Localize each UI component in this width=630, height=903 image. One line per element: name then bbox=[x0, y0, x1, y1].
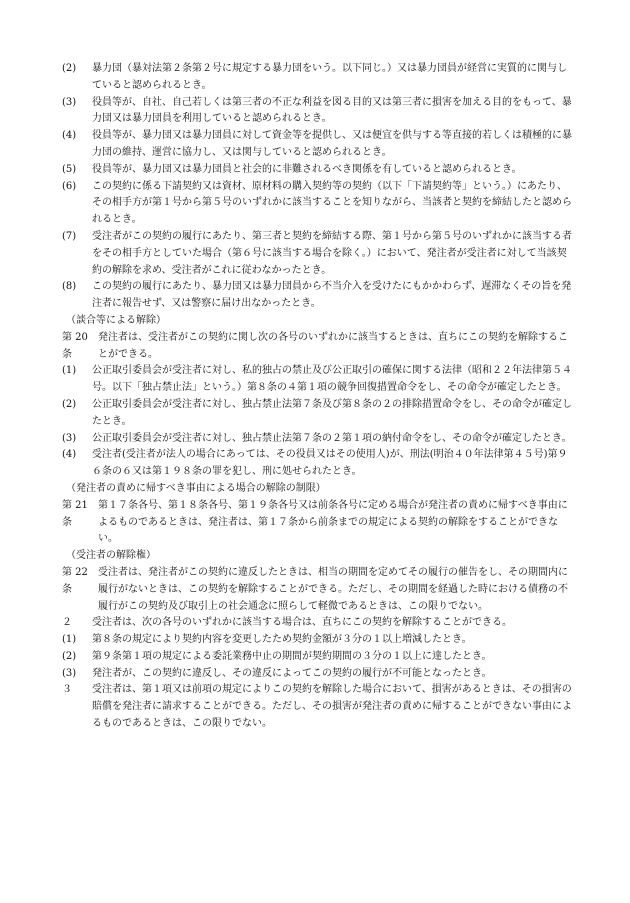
item-text: 発注者が、この契約に違反し、その違反によってこの契約の履行が不可能となったとき。 bbox=[92, 667, 492, 679]
item-number: (2) bbox=[62, 63, 77, 74]
item-text: 公正取引委員会が受注者に対し、独占禁止法第７条及び第８条の２の排除措置命令をし、その命令が確定したとき。 bbox=[92, 398, 572, 427]
item-number: (6) bbox=[62, 180, 77, 192]
item-text: 第９条第１項の規定による委託業務中止の期間が契約期間の３分の１以上に達したとき。 bbox=[92, 650, 492, 662]
list-item bbox=[62, 447, 572, 481]
item-number: (1) bbox=[62, 634, 77, 646]
item-text: 第８条の規定により契約内容を変更したため契約金額が３分の１以上増減したとき。 bbox=[92, 634, 472, 646]
list-item bbox=[62, 363, 572, 397]
item-text: この契約の履行にあたり、暴力団又は暴力団員から不当介入を受けたにもかかわらず、遅滞なくその旨を発注者に報告せず、又は警察に届け出なかったとき。 bbox=[92, 281, 572, 310]
section-heading: （受注者の解除権） bbox=[66, 550, 156, 562]
section-heading: （発注者の責めに帰すべき事由による場合の解除の制限） bbox=[66, 482, 326, 494]
document-page bbox=[62, 61, 572, 733]
list-item bbox=[62, 632, 572, 649]
paragraph-text: 受注者は、第１項又は前項の規定によりこの契約を解除した場合において、損害があるときは、その損害の賠償を発注者に請求することができる。ただし、その損害が発注者の責めに帰することができない事由によるものであるときは、この限りでない。 bbox=[92, 684, 572, 730]
item-text: 役員等が、暴力団又は暴力団員に対して資金等を提供し、又は便宜を供与する等直接的若しくは積極的に暴力団の維持、運営に協力し、又は関与していると認められるとき。 bbox=[92, 130, 572, 158]
article-number: 第 21 条 bbox=[62, 499, 88, 528]
item-text: 暴力団（暴対法第２条第２号に規定する暴力団をいう。以下同じ。）又は暴力団員が経営に実質的に関与していると認められるとき。 bbox=[92, 63, 567, 91]
list-item bbox=[62, 279, 572, 313]
item-text: 公正取引委員会が受注者に対し、独占禁止法第７条の２第１項の納付命令をし、その命令が確定したとき。 bbox=[92, 432, 572, 444]
list-item bbox=[62, 162, 572, 179]
item-text: 役員等が、暴力団又は暴力団員と社会的に非難されるべき関係を有していると認められるとき。 bbox=[92, 163, 522, 175]
list-item bbox=[62, 666, 572, 683]
item-number: (4) bbox=[62, 130, 77, 142]
paragraph-2 bbox=[62, 615, 572, 632]
list-item bbox=[62, 229, 572, 279]
list-item bbox=[62, 649, 572, 666]
article-20 bbox=[62, 330, 572, 364]
paragraph-3 bbox=[62, 682, 572, 732]
item-text: 受注者(受注者が法人の場合にあっては、その役員又はその使用人)が、刑法(明治４０年法律第４５号)第９６条の６又は第１９８条の罪を犯し、刑に処せられたとき。 bbox=[92, 449, 568, 478]
item-text: この契約に係る下請契約又は資材、原材料の購入契約等の契約（以下「下請契約等」という。）にあたり、その相手方が第１号から第５号のいずれかに該当することを知りながら、当該者と契約を締結したと認められるとき。 bbox=[92, 180, 572, 226]
list-item bbox=[62, 95, 572, 129]
item-number: (3) bbox=[62, 432, 77, 444]
article-text: 第１７条各号、第１８条各号、第１９条各号又は前条各号に定める場合が発注者の責めに帰すべき事由によるものであるときは、発注者は、第１７条から前条までの規定による契約の解除をすることができない。 bbox=[98, 499, 568, 545]
paragraph-number: ３ bbox=[62, 684, 72, 696]
article-21 bbox=[62, 498, 572, 548]
list-item bbox=[62, 61, 572, 95]
item-text: 公正取引委員会が受注者に対し、私的独占の禁止及び公正取引の確保に関する法律（昭和２２年法律第５４号。以下「独占禁止法」という。）第８条の４第１項の競争回復措置命令をし、その命令が確定したとき。 bbox=[92, 365, 572, 394]
paragraph-text: 受注者は、次の各号のいずれかに該当する場合は、直ちにこの契約を解除することができる。 bbox=[92, 617, 512, 629]
item-text: 役員等が、自社、自己若しくは第三者の不正な利益を図る目的又は第三者に損害を加える目的をもって、暴力団又は暴力団員を利用していると認められるとき。 bbox=[92, 96, 572, 125]
item-text: 受注者がこの契約の履行にあたり、第三者と契約を締結する際、第１号から第５号のいずれかに該当する者をその相手方としていた場合（第６号に該当する場合を除く。）において、発注者が受注者に対して当該契約の解除を求め、受注者がこれに従わなかったとき。 bbox=[92, 230, 572, 276]
article-number: 第 20 条 bbox=[62, 331, 88, 360]
list-item bbox=[62, 397, 572, 431]
article-text: 受注者は、発注者がこの契約に違反したときは、相当の期間を定めてその履行の催告をし、その期間内に履行がないときは、この契約を解除することができる。ただし、その期間を経過した時における債務の不履行がこの契約及び取引上の社会通念に照らして軽微であるときは、この限りでない。 bbox=[98, 566, 568, 612]
article-text: 発注者は、受注者がこの契約に関し次の各号のいずれかに該当するときは、直ちにこの契約を解除することができる。 bbox=[98, 331, 568, 360]
section-heading: （談合等による解除） bbox=[66, 314, 166, 326]
list-item bbox=[62, 128, 572, 162]
list-item bbox=[62, 179, 572, 229]
article-number: 第 22 条 bbox=[62, 566, 88, 595]
list-item bbox=[62, 431, 572, 448]
item-number: (8) bbox=[62, 281, 77, 293]
item-number: (2) bbox=[62, 650, 77, 662]
item-number: (7) bbox=[62, 230, 77, 242]
item-number: (2) bbox=[62, 398, 77, 410]
item-number: (1) bbox=[62, 365, 77, 377]
item-number: (5) bbox=[62, 163, 77, 175]
item-number: (4) bbox=[62, 449, 77, 461]
paragraph-number: ２ bbox=[62, 617, 72, 629]
article-22 bbox=[62, 565, 572, 615]
item-number: (3) bbox=[62, 96, 77, 108]
item-number: (3) bbox=[62, 667, 77, 679]
